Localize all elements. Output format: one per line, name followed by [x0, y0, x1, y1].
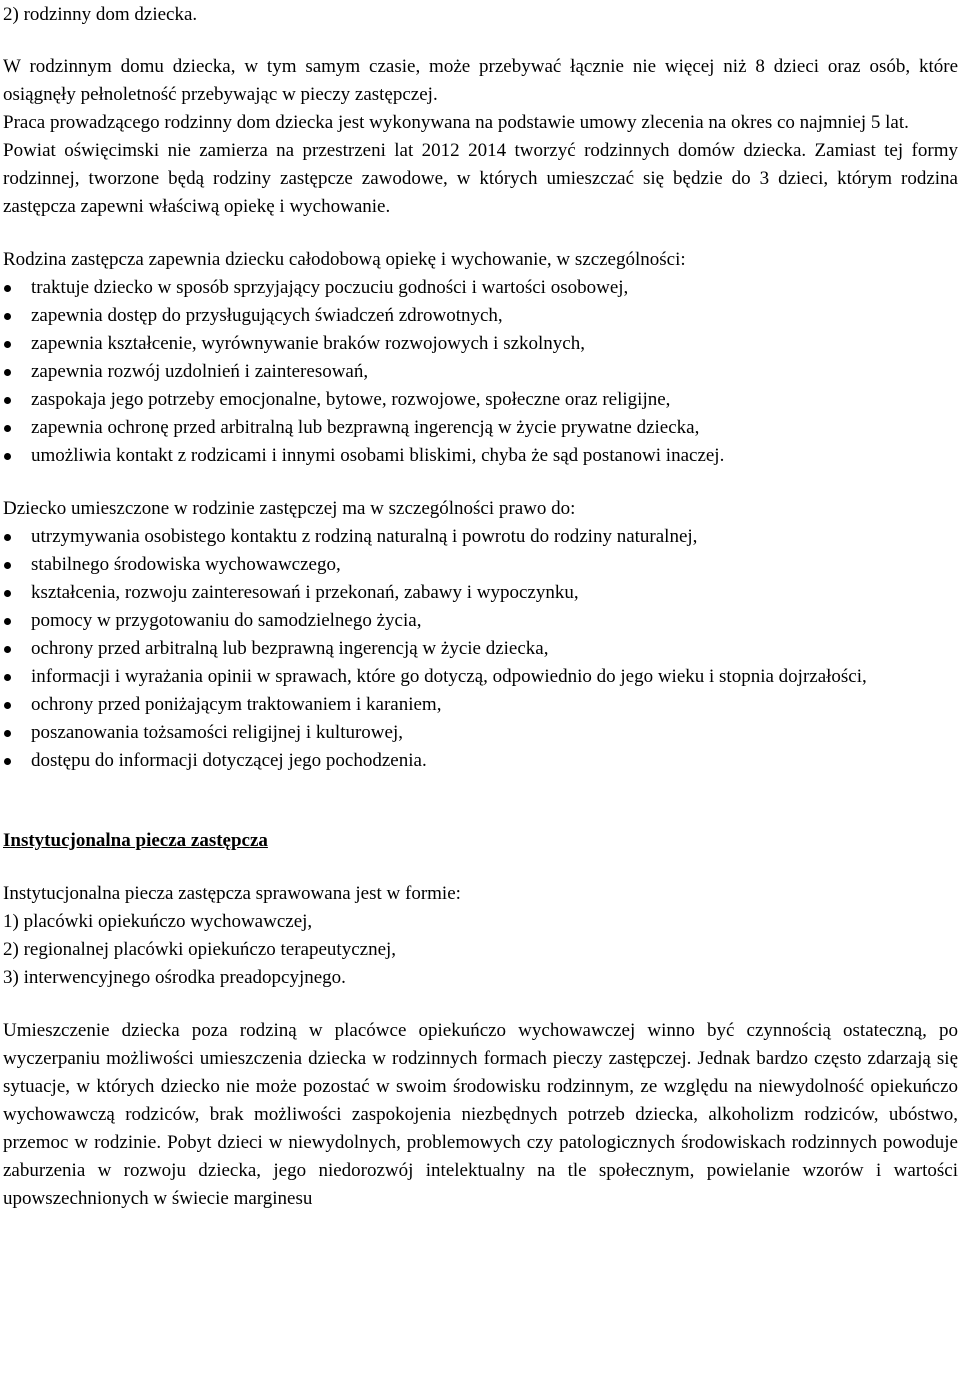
- list-item: dostępu do informacji dotyczącej jego pochodzenia.: [3, 747, 958, 775]
- institutional-heading-text: Instytucjonalna piecza zastępcza: [3, 830, 268, 851]
- list-item: poszanowania tożsamości religijnej i kulturowej,: [3, 719, 958, 747]
- list-item: kształcenia, rozwoju zainteresowań i przekonań, zabawy i wypoczynku,: [3, 579, 958, 607]
- list-item: 3) interwencyjnego ośrodka preadopcyjnego.: [3, 967, 346, 988]
- institutional-forms-list: [3, 908, 958, 992]
- list-item: informacji i wyrażania opinii w sprawach, które go dotyczą, odpowiednio do jego wieku i stopnia dojrzałości,: [3, 663, 958, 691]
- paragraph-contract: Praca prowadzącego rodzinny dom dziecka jest wykonywana na podstawie umowy zlecenia na okres co najmniej 5 lat.: [3, 112, 909, 133]
- list-item: zapewnia rozwój uzdolnień i zainteresowań,: [3, 358, 958, 386]
- list-item: zapewnia kształcenie, wyrównywanie braków rozwojowych i szkolnych,: [3, 330, 958, 358]
- institutional-intro: Instytucjonalna piecza zastępcza sprawowana jest w formie:: [3, 883, 461, 904]
- list-item: ochrony przed poniżającym traktowaniem i karaniem,: [3, 691, 958, 719]
- list-item: 2) regionalnej placówki opiekuńczo terapeutycznej,: [3, 939, 397, 960]
- list-item: umożliwia kontakt z rodzicami i innymi osobami bliskimi, chyba że sąd postanowi inaczej.: [3, 442, 958, 470]
- list-item: 1) placówki opiekuńczo wychowawczej,: [3, 911, 313, 932]
- care-list: [3, 274, 958, 470]
- list-item: ochrony przed arbitralną lub bezprawną ingerencją w życie dziecka,: [3, 635, 958, 663]
- list-item: traktuje dziecko w sposób sprzyjający poczuciu godności i wartości osobowej,: [3, 274, 958, 302]
- list-item: zapewnia dostęp do przysługujących świadczeń zdrowotnych,: [3, 302, 958, 330]
- paragraph-capacity: W rodzinnym domu dziecka, w tym samym czasie, może przebywać łącznie nie więcej niż 8 dzieci oraz osób, które osiągnęły pełnoletność przebywając w pieczy zastępczej.: [3, 56, 958, 105]
- list-item: pomocy w przygotowaniu do samodzielnego życia,: [3, 607, 958, 635]
- rights-list: [3, 523, 958, 775]
- section-title: 2) rodzinny dom dziecka.: [3, 4, 198, 25]
- rights-intro: Dziecko umieszczone w rodzinie zastępczej ma w szczególności prawo do:: [3, 498, 576, 519]
- list-item: utrzymywania osobistego kontaktu z rodziną naturalną i powrotu do rodziny naturalnej,: [3, 523, 958, 551]
- institutional-heading: [3, 827, 958, 855]
- care-intro: Rodzina zastępcza zapewnia dziecku całodobową opiekę i wychowanie, w szczególności:: [3, 249, 686, 270]
- list-item: stabilnego środowiska wychowawczego,: [3, 551, 958, 579]
- closing-paragraph: Umieszczenie dziecka poza rodziną w placówce opiekuńczo wychowawczej winno być czynnością ostateczną, po wyczerpaniu możliwości umieszczenia dziecka w rodzinnych formach pieczy zastępczej. Jednak bardzo często zdarzają się sytuacje, w których dziecko nie może pozostać w swoim środowisku rodzinnym, ze względu na niewydolność opiekuńczo wychowawczą rodziców, brak możliwości zaspokojenia niezbędnych potrzeb dziecka, alkoholizm rodziców, ubóstwo, przemoc w rodzinie. Pobyt dzieci w niewydolnych, problemowych czy patologicznych środowiskach rodzinnych powoduje zaburzenia w rozwoju dziecka, jego niedorozwój intelektualny na tle społecznym, powielanie wzorów i wartości upowszechnionych w świecie marginesu: [3, 1020, 958, 1209]
- document-page: [3, 0, 958, 1213]
- list-item: zaspokaja jego potrzeby emocjonalne, bytowe, rozwojowe, społeczne oraz religijne,: [3, 386, 958, 414]
- list-item: zapewnia ochronę przed arbitralną lub bezprawną ingerencją w życie prywatne dziecka,: [3, 414, 958, 442]
- paragraph-county-plans: Powiat oświęcimski nie zamierza na przestrzeni lat 2012 2014 tworzyć rodzinnych domów dziecka. Zamiast tej formy rodzinnej, tworzone będą rodziny zastępcze zawodowe, w których umieszczać się będzie do 3 dzieci, którym rodzina zastępcza zapewni właściwą opiekę i wychowanie.: [3, 140, 958, 217]
